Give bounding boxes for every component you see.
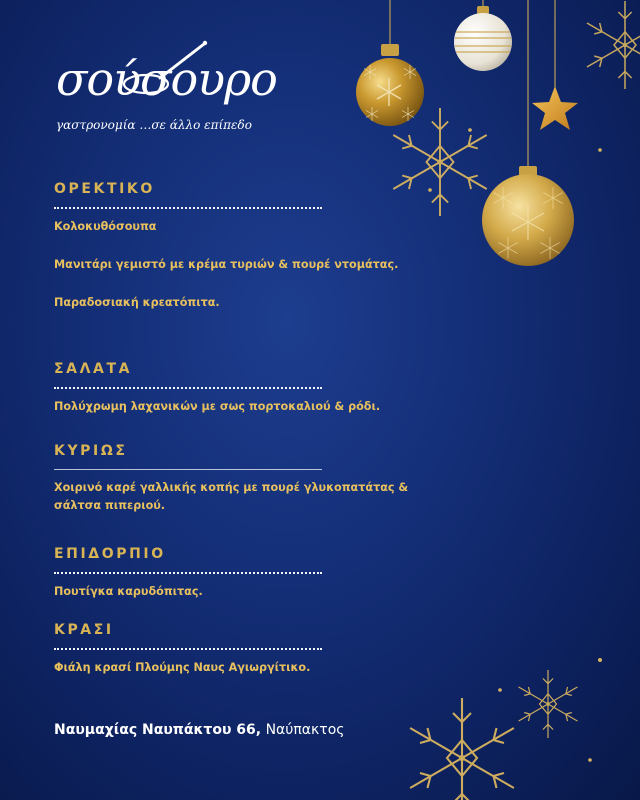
address [54, 722, 344, 738]
logo-text: σούσουρο [56, 52, 277, 106]
section-title: ΣΑΛΑΤΑ [54, 361, 133, 377]
menu-item: Φιάλη κρασί Πλούμης Ναυς Αγιωργίτικο. [54, 661, 311, 674]
menu-item: Μανιτάρι γεμιστό με κρέμα τυριών & πουρέ ντομάτας. [54, 258, 399, 271]
solid-divider [54, 469, 322, 470]
dotted-divider [54, 648, 322, 650]
menu-item: Πολύχρωμη λαχανικών με σως πορτοκαλιού & ρόδι. [54, 400, 381, 413]
address-street: Ναυμαχίας Ναυπάκτου 66, [54, 722, 262, 738]
section-appetizer [54, 180, 399, 312]
tagline: γαστρονομία …σε άλλο επίπεδο [56, 118, 252, 132]
dotted-divider [54, 387, 322, 389]
dotted-divider [54, 572, 322, 574]
section-title: ΚΡΑΣΙ [54, 622, 114, 638]
logo [56, 40, 276, 140]
dotted-divider [54, 207, 322, 209]
menu-item: Πουτίγκα καρυδόπιτας. [54, 585, 203, 598]
section-wine [54, 621, 322, 677]
section-salad [54, 360, 381, 416]
menu-item: Παραδοσιακή κρεατόπιτα. [54, 296, 220, 309]
menu-item: Κολοκυθόσουπα [54, 220, 157, 233]
section-title: ΕΠΙΔΟΡΠΙΟ [54, 546, 166, 562]
section-main-course [54, 442, 409, 515]
section-title: ΟΡΕΚΤΙΚΟ [54, 181, 155, 197]
section-title: ΚΥΡΙΩΣ [54, 443, 128, 459]
menu-item: Χοιρινό καρέ γαλλικής κοπής με πουρέ γλυκοπατάτας & σάλτσα πιπεριού. [54, 481, 409, 512]
section-dessert [54, 545, 322, 601]
address-city: Ναύπακτος [265, 722, 345, 738]
